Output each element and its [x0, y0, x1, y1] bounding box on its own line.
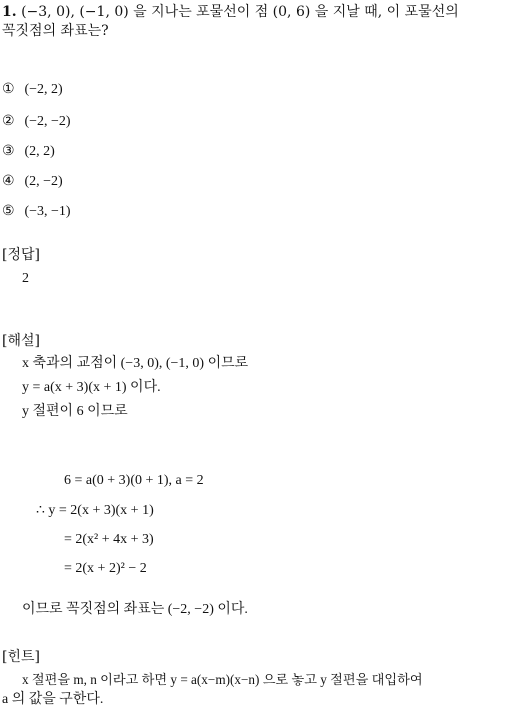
hint-line-2: a 의 값을 구한다.: [2, 692, 104, 707]
question-text-2: 꼭짓점의 좌표는?: [2, 23, 109, 39]
choice-text: (−2, 2): [24, 82, 63, 97]
choice-mark: ④: [2, 173, 15, 189]
choice-2[interactable]: [2, 112, 71, 131]
solution-line-1: x 축과의 교점이 (−3, 0), (−1, 0) 이므로: [22, 356, 249, 371]
answer-label: [정답]: [2, 247, 40, 263]
question-line-2: [2, 22, 109, 40]
equation-1: 6 = a(0 + 3)(0 + 1), a = 2: [64, 473, 204, 488]
choice-mark: ①: [2, 81, 15, 97]
equation-3: = 2(x² + 4x + 3): [64, 532, 154, 547]
equation-4: = 2(x + 2)² − 2: [64, 561, 147, 576]
choice-5[interactable]: [2, 202, 71, 221]
choice-3[interactable]: [2, 142, 55, 161]
solution-line-2: y = a(x + 3)(x + 1) 이다.: [22, 380, 161, 395]
solution-conclusion: 이므로 꼭짓점의 좌표는 (−2, −2) 이다.: [22, 602, 248, 617]
answer-value: 2: [22, 271, 29, 286]
choice-mark: ②: [2, 113, 15, 129]
question-number: 1.: [2, 4, 17, 20]
choice-1[interactable]: [2, 80, 63, 99]
question-text-1: (−3, 0), (−1, 0) 을 지나는 포물선이 점 (0, 6) 을 지날 때, 이 포물선의: [21, 4, 459, 20]
choice-4[interactable]: [2, 172, 63, 191]
choice-text: (2, 2): [24, 144, 55, 159]
choice-mark: ③: [2, 143, 15, 159]
choice-text: (2, −2): [24, 174, 63, 189]
solution-label: [해설]: [2, 333, 40, 349]
hint-line-1: x 절편을 m, n 이라고 하면 y = a(x−m)(x−n) 으로 놓고 y 절편을 대입하여: [22, 672, 423, 687]
choice-mark: ⑤: [2, 203, 15, 219]
hint-label: [힌트]: [2, 649, 40, 665]
equation-2: ∴ y = 2(x + 3)(x + 1): [36, 503, 154, 518]
choice-text: (−2, −2): [24, 114, 71, 129]
question-line-1: [2, 3, 459, 21]
solution-line-3: y 절편이 6 이므로: [22, 404, 128, 419]
choice-text: (−3, −1): [24, 204, 71, 219]
